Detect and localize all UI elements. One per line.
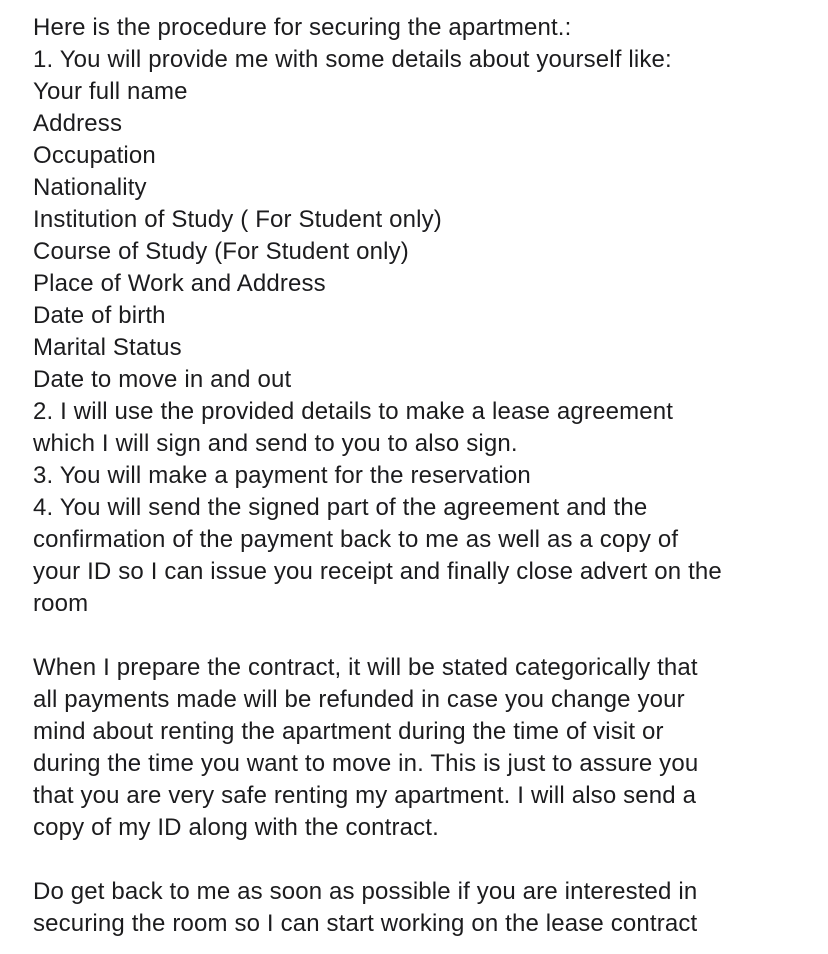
step-4-line: 4. You will send the signed part of the agreement and the (33, 494, 648, 521)
paragraph-1-line: that you are very safe renting my apartment. I will also send a (33, 782, 697, 809)
step-4-line: room (33, 590, 89, 617)
detail-item: Place of Work and Address (33, 270, 326, 297)
paragraph-spacer (33, 844, 803, 876)
paragraph-1-line: during the time you want to move in. This is just to assure you (33, 750, 699, 777)
step-1-line: 1. You will provide me with some details about yourself like: (33, 46, 672, 73)
step-3-line: 3. You will make a payment for the reservation (33, 462, 531, 489)
step-2-line: 2. I will use the provided details to make a lease agreement (33, 398, 674, 425)
step-4-line: your ID so I can issue you receipt and finally close advert on the (33, 558, 722, 585)
detail-item: Institution of Study ( For Student only) (33, 206, 442, 233)
paragraph-2-line: Do get back to me as soon as possible if you are interested in (33, 878, 698, 905)
paragraph-2-line: securing the room so I can start working on the lease contract (33, 910, 698, 937)
detail-item: Marital Status (33, 334, 182, 361)
paragraph-1-line: all payments made will be refunded in case you change your (33, 686, 685, 713)
detail-item: Occupation (33, 142, 156, 169)
detail-item: Nationality (33, 174, 147, 201)
detail-item: Your full name (33, 78, 188, 105)
detail-item: Date to move in and out (33, 366, 292, 393)
paragraph-1-line: When I prepare the contract, it will be stated categorically that (33, 654, 698, 681)
detail-item: Address (33, 110, 123, 137)
paragraph-1-line: copy of my ID along with the contract. (33, 814, 439, 841)
paragraph-1-line: mind about renting the apartment during the time of visit or (33, 718, 664, 745)
message-body (33, 12, 803, 940)
step-2-line: which I will sign and send to you to also sign. (33, 430, 518, 457)
step-4-line: confirmation of the payment back to me as well as a copy of (33, 526, 679, 553)
detail-item: Course of Study (For Student only) (33, 238, 409, 265)
paragraph-spacer (33, 620, 803, 652)
intro-line: Here is the procedure for securing the apartment.: (33, 14, 572, 41)
detail-item: Date of birth (33, 302, 166, 329)
